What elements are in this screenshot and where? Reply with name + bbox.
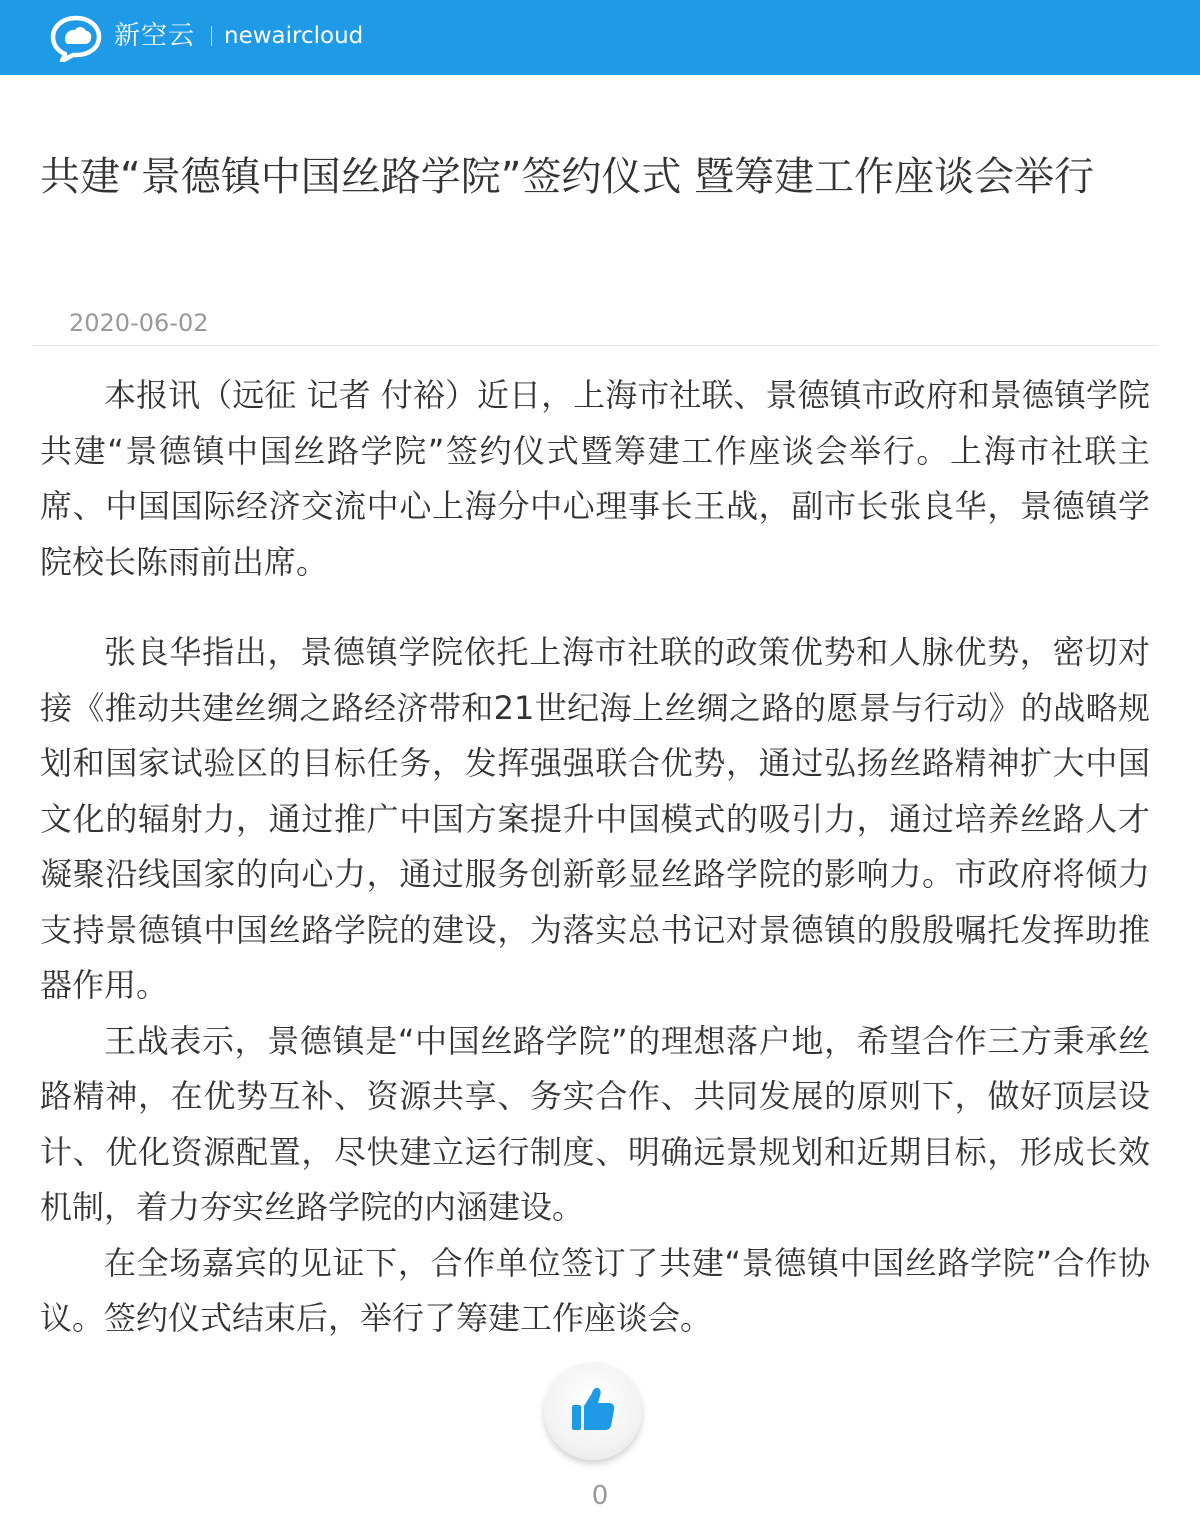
like-count: 0: [591, 1481, 609, 1511]
article-paragraph: 张良华指出，景德镇学院依托上海市社联的政策优势和人脉优势，密切对接《推动共建丝绸之路经济带和21世纪海上丝绸之路的愿景与行动》的战略规划和国家试验区的目标任务，发挥强强联合优势，通过弘扬丝路精神扩大中国文化的辐射力，通过推广中国方案提升中国模式的吸引力，通过培养丝路人才凝聚沿线国家的向心力，通过服务创新彰显丝路学院的影响力。市政府将倾力支持景德镇中国丝路学院的建设，为落实总书记对景德镇的殷殷嘱托发挥助推器作用。: [40, 633, 1150, 1004]
brand-separator: [211, 26, 212, 46]
brand-name-en: newaircloud: [224, 23, 364, 49]
article-date: 2020-06-02: [69, 309, 209, 337]
article-body: [40, 368, 1150, 1347]
speech-bubble-cloud-icon[interactable]: [48, 12, 104, 62]
article-title: 共建“景德镇中国丝路学院”签约仪式 暨筹建工作座谈会举行: [40, 154, 1095, 200]
app-header: [0, 0, 1200, 75]
thumbs-up-icon: [570, 1384, 616, 1434]
header-divider: [32, 345, 1158, 346]
like-button[interactable]: [544, 1362, 642, 1460]
article-paragraph: 在全场嘉宾的见证下，合作单位签订了共建“景德镇中国丝路学院”合作协议。签约仪式结束后，举行了筹建工作座谈会。: [40, 1243, 1150, 1337]
article-paragraph: 本报讯（远征 记者 付裕）近日，上海市社联、景德镇市政府和景德镇学院共建“景德镇中国丝路学院”签约仪式暨筹建工作座谈会举行。上海市社联主席、中国国际经济交流中心上海分中心理事长王战，副市长张良华，景德镇学院校长陈雨前出席。: [40, 376, 1150, 581]
brand-name-cn: 新空云: [114, 21, 196, 51]
article-paragraph: 王战表示，景德镇是“中国丝路学院”的理想落户地，希望合作三方秉承丝路精神，在优势互补、资源共享、务实合作、共同发展的原则下，做好顶层设计、优化资源配置，尽快建立运行制度、明确远景规划和近期目标，形成长效机制，着力夯实丝路学院的内涵建设。: [40, 1021, 1150, 1226]
